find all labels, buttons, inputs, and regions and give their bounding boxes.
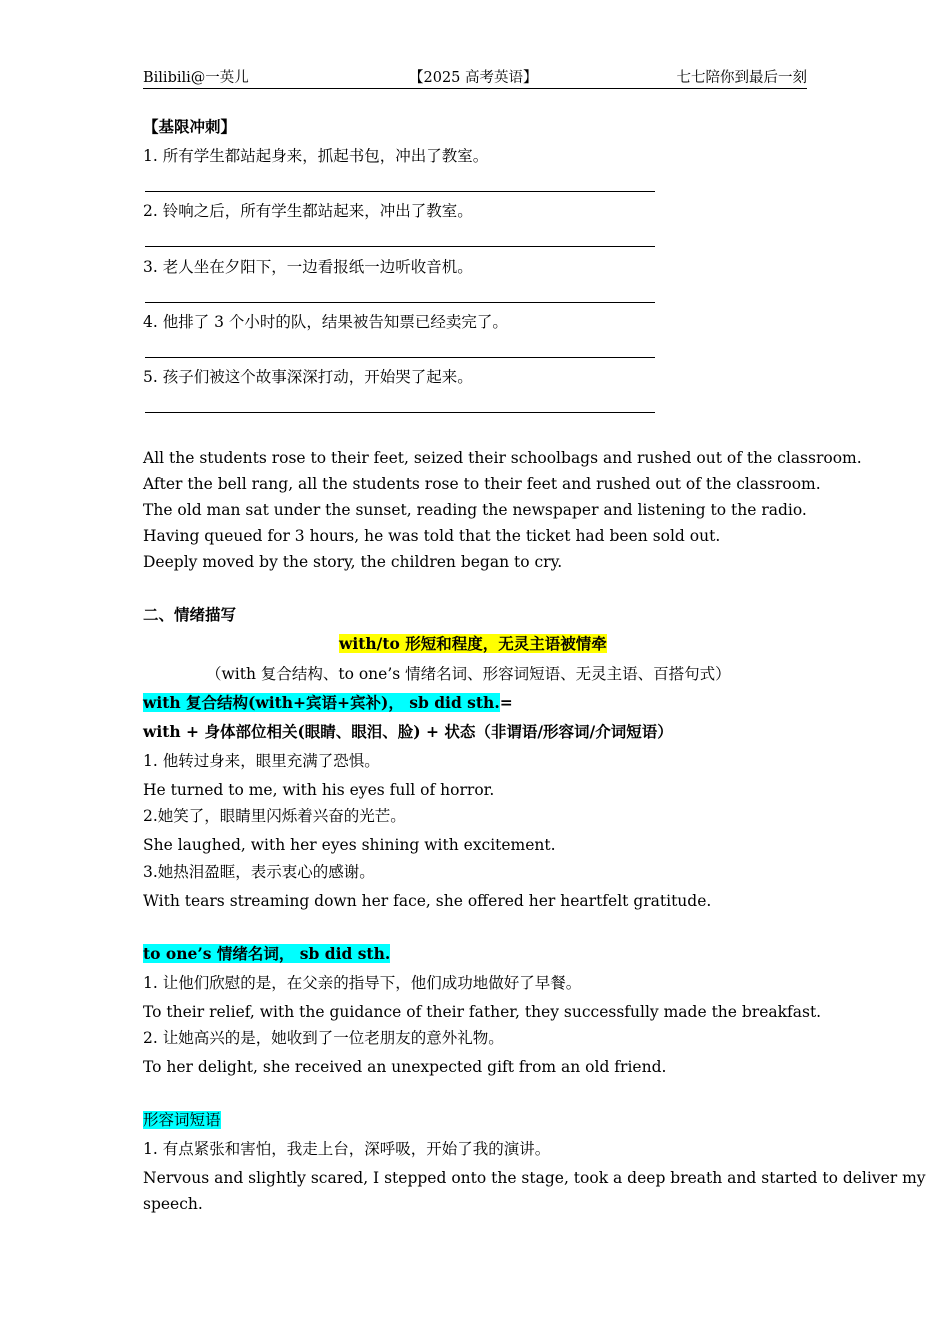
example-line: Nervous and slightly scared, I stepped onto the stage, took a deep breath and started to deliver my [143,1169,926,1187]
drill-item: 2. 铃响之后，所有学生都站起来，冲出了教室。 [143,202,473,220]
answer-line: After the bell rang, all the students rose to their feet and rushed out of the classroom. [143,475,821,493]
with-heading-suffix: = [499,693,513,712]
answer-line: Having queued for 3 hours, he was told that the ticket had been sold out. [143,527,721,545]
section-note: （with 复合结构、to one’s 情绪名词、形容词短语、无灵主语、百搭句式） [206,665,731,683]
drill-item: 1. 所有学生都站起身来，抓起书包，冲出了教室。 [143,147,489,165]
header-rule [143,88,807,89]
answer-blank[interactable] [145,412,655,413]
answer-line: Deeply moved by the story, the children began to cry. [143,553,563,571]
example-line: speech. [143,1195,203,1213]
drill-item: 5. 孩子们被这个故事深深打动，开始哭了起来。 [143,368,473,386]
drill-title: 【基限冲刺】 [143,117,237,136]
example-line: To their relief, with the guidance of their father, they successfully made the breakfast. [143,1003,822,1021]
example-line: 2.她笑了，眼睛里闪烁着兴奋的光芒。 [143,807,406,825]
example-line: 3.她热泪盈眶，表示衷心的感谢。 [143,863,375,881]
with-formula: with + 身体部位相关(眼睛、眼泪、脸) + 状态（非谓语/形容词/介词短语） [143,722,673,741]
example-line: He turned to me, with his eyes full of horror. [143,781,495,799]
answer-blank[interactable] [145,246,655,247]
drill-item: 3. 老人坐在夕阳下，一边看报纸一边听收音机。 [143,258,473,276]
header-left: Bilibili@一英儿 [143,70,249,86]
header-center: 【2025 高考英语】 [409,70,538,86]
answer-blank[interactable] [145,191,655,192]
with-heading: with 复合结构(with+宾语+宾补)， sb did sth. [143,693,500,712]
example-line: 1. 有点紧张和害怕，我走上台，深呼吸，开始了我的演讲。 [143,1140,551,1158]
example-line: With tears streaming down her face, she offered her heartfelt gratitude. [143,892,712,910]
answer-blank[interactable] [145,357,655,358]
header-right: 七七陪你到最后一刻 [676,70,807,86]
section-title: 二、情绪描写 [143,605,237,624]
drill-item: 4. 他排了 3 个小时的队，结果被告知票已经卖完了。 [143,313,508,331]
section-subtitle: with/to 形短和程度，无灵主语被情牵 [339,634,607,653]
answer-line: The old man sat under the sunset, reading the newspaper and listening to the radio. [143,501,807,519]
example-line: To her delight, she received an unexpected gift from an old friend. [143,1058,667,1076]
example-line: 1. 让他们欣慰的是，在父亲的指导下，他们成功地做好了早餐。 [143,974,582,992]
example-line: She laughed, with her eyes shining with excitement. [143,836,556,854]
answer-line: All the students rose to their feet, seized their schoolbags and rushed out of the classroom. [143,449,862,467]
example-line: 2. 让她高兴的是，她收到了一位老朋友的意外礼物。 [143,1029,504,1047]
example-line: 1. 他转过身来，眼里充满了恐惧。 [143,752,380,770]
to-heading: to one’s 情绪名词， sb did sth. [143,944,391,963]
with-heading-line [143,693,513,713]
adj-heading: 形容词短语 [143,1111,221,1129]
answer-blank[interactable] [145,302,655,303]
